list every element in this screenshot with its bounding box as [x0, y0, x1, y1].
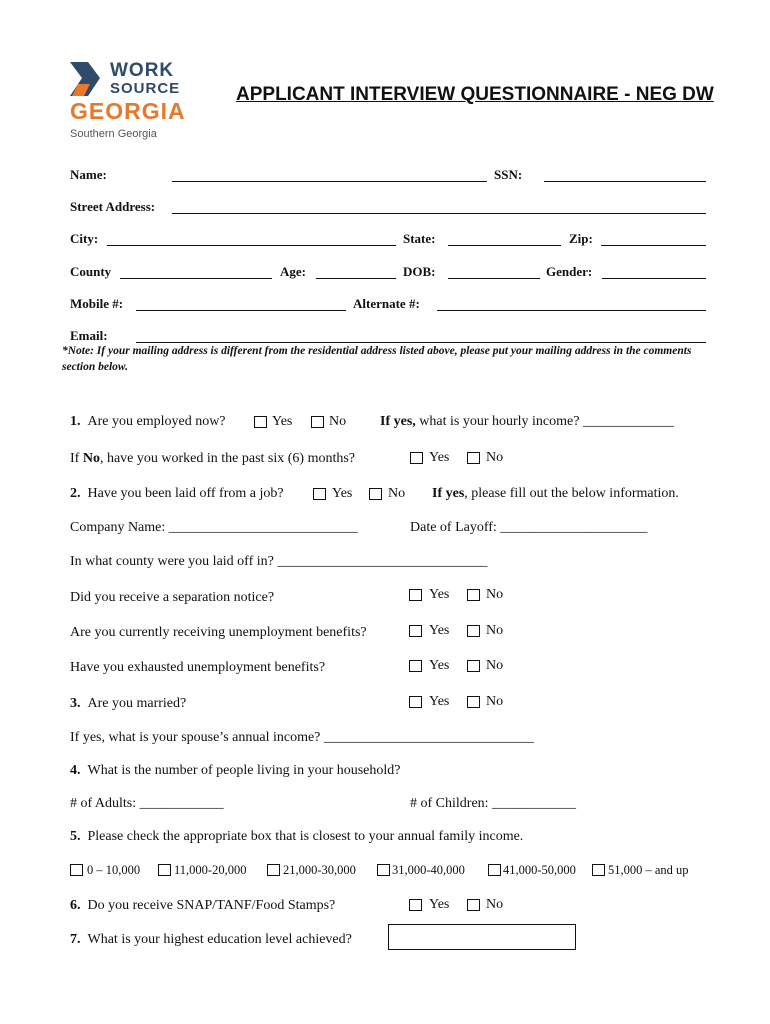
q1-if-no-rest: , have you worked in the past six (6) months?	[99, 451, 356, 466]
name-field[interactable]	[172, 181, 487, 182]
q2-no-label: No	[388, 486, 406, 501]
workforce-logo	[68, 60, 218, 146]
q4-text: What is the number of people living in your household?	[87, 763, 401, 778]
receiving-no-checkbox[interactable]	[467, 625, 480, 637]
q1-no-label: No	[329, 414, 347, 429]
separation-no-label: No	[486, 587, 504, 602]
children-field[interactable]: # of Children: ____________	[410, 796, 577, 811]
q1-question	[70, 414, 226, 430]
dob-label: DOB:	[403, 264, 436, 279]
q4-question	[70, 763, 401, 779]
q2-yes-checkbox[interactable]	[313, 488, 326, 500]
ssn-label: SSN:	[494, 167, 523, 182]
q7-number: 7.	[70, 932, 81, 947]
q1b-yes-label: Yes	[429, 450, 450, 465]
q6-no-checkbox[interactable]	[467, 899, 480, 911]
q2-text: Have you been laid off from a job?	[87, 486, 284, 501]
mailing-note: *Note: If your mailing address is different from the residential address listed above, please put your mailing address in the comments section below.	[62, 345, 692, 373]
dob-field[interactable]	[448, 278, 540, 279]
q1b-yes-checkbox[interactable]	[410, 452, 423, 464]
alternate-label: Alternate #:	[353, 296, 420, 311]
income-11-20k-label: 11,000-20,000	[174, 863, 247, 877]
income-21-30k-label: 21,000-30,000	[283, 863, 356, 877]
q6-question	[70, 898, 335, 914]
email-label: Email:	[70, 328, 108, 343]
receiving-yes-label: Yes	[429, 623, 450, 638]
separation-yes-label: Yes	[429, 587, 450, 602]
q1-if-no-bold: No	[82, 451, 100, 466]
zip-field[interactable]	[601, 245, 706, 246]
q1-hourly-income	[380, 414, 674, 430]
q3-question	[70, 696, 186, 712]
q6-no-label: No	[486, 897, 504, 912]
exhausted-yes-checkbox[interactable]	[409, 660, 422, 672]
q2-question	[70, 486, 284, 502]
q1-yes-label: Yes	[272, 414, 293, 429]
q3-text: Are you married?	[87, 696, 187, 711]
zip-label: Zip:	[569, 231, 593, 246]
state-label: State:	[403, 231, 436, 246]
separation-yes-checkbox[interactable]	[409, 589, 422, 601]
receiving-benefits-text: Are you currently receiving unemployment benefits?	[70, 625, 367, 640]
city-field[interactable]	[107, 245, 396, 246]
q7-text: What is your highest education level achieved?	[87, 932, 352, 947]
q7-question	[70, 932, 352, 948]
q1-if-yes-rest: what is your hourly income? _____________	[415, 414, 674, 429]
income-0-10k-checkbox[interactable]	[70, 864, 83, 876]
education-level-input[interactable]	[388, 924, 576, 950]
mobile-label: Mobile #:	[70, 296, 124, 311]
gender-field[interactable]	[602, 278, 706, 279]
q4-number: 4.	[70, 763, 81, 778]
income-0-10k-label: 0 – 10,000	[87, 863, 141, 877]
q2-if-yes-bold: If yes	[432, 486, 465, 501]
q3-no-checkbox[interactable]	[467, 696, 480, 708]
q1-no-checkbox[interactable]	[311, 416, 324, 428]
income-31-40k-label: 31,000-40,000	[392, 863, 465, 877]
date-of-layoff-field[interactable]: Date of Layoff: _____________________	[410, 520, 648, 535]
q1-text: Are you employed now?	[87, 414, 226, 429]
laid-off-county-field[interactable]: In what county were you laid off in? ______________________________	[70, 554, 488, 569]
q6-text: Do you receive SNAP/TANF/Food Stamps?	[87, 898, 336, 913]
mobile-field[interactable]	[136, 310, 346, 311]
income-21-30k-checkbox[interactable]	[267, 864, 280, 876]
income-11-20k-checkbox[interactable]	[158, 864, 171, 876]
county-label: County	[70, 264, 112, 279]
q3-yes-checkbox[interactable]	[409, 696, 422, 708]
q2-number: 2.	[70, 486, 81, 501]
exhausted-no-label: No	[486, 658, 504, 673]
separation-notice-text: Did you receive a separation notice?	[70, 590, 275, 605]
exhausted-benefits-text: Have you exhausted unemployment benefits?	[70, 660, 326, 675]
exhausted-no-checkbox[interactable]	[467, 660, 480, 672]
company-name-field[interactable]: Company Name: ___________________________	[70, 520, 358, 535]
exhausted-yes-label: Yes	[429, 658, 450, 673]
ssn-field[interactable]	[544, 181, 706, 182]
receiving-yes-checkbox[interactable]	[409, 625, 422, 637]
logo-source: SOURCE	[110, 80, 181, 97]
q3-no-label: No	[486, 694, 504, 709]
separation-no-checkbox[interactable]	[467, 589, 480, 601]
q3-yes-label: Yes	[429, 694, 450, 709]
receiving-no-label: No	[486, 623, 504, 638]
city-label: City:	[70, 231, 99, 246]
street-label: Street Address:	[70, 199, 156, 214]
logo-chevron-icon	[70, 62, 108, 100]
q6-yes-label: Yes	[429, 897, 450, 912]
age-label: Age:	[280, 264, 306, 279]
q1b-no-label: No	[486, 450, 504, 465]
state-field[interactable]	[448, 245, 561, 246]
income-41-50k-checkbox[interactable]	[488, 864, 501, 876]
form-title: APPLICANT INTERVIEW QUESTIONNAIRE - NEG DW	[236, 84, 714, 105]
age-field[interactable]	[316, 278, 396, 279]
logo-work: WORK	[110, 60, 175, 81]
q6-number: 6.	[70, 898, 81, 913]
adults-field[interactable]: # of Adults: ____________	[70, 796, 224, 811]
income-51k-up-label: 51,000 – and up	[608, 863, 689, 877]
q2-yes-label: Yes	[332, 486, 353, 501]
q5-question	[70, 829, 523, 845]
q1b-no-checkbox[interactable]	[467, 452, 480, 464]
q3-number: 3.	[70, 696, 81, 711]
q6-yes-checkbox[interactable]	[409, 899, 422, 911]
income-51k-up-checkbox[interactable]	[592, 864, 605, 876]
name-label: Name:	[70, 167, 107, 182]
q1-if-yes-bold: If yes,	[380, 414, 416, 429]
q1-if-no-text	[70, 451, 355, 467]
spouse-income-field[interactable]: If yes, what is your spouse’s annual income? ______________________________	[70, 730, 534, 745]
street-field[interactable]	[172, 213, 706, 214]
q1-number: 1.	[70, 414, 81, 429]
income-41-50k-label: 41,000-50,000	[503, 863, 576, 877]
q2-if-yes	[432, 486, 679, 502]
q1-yes-checkbox[interactable]	[254, 416, 267, 428]
q1-if-no-prefix: If	[70, 451, 83, 466]
q2-if-yes-rest: , please fill out the below information.	[464, 486, 679, 501]
q5-number: 5.	[70, 829, 81, 844]
q2-no-checkbox[interactable]	[369, 488, 382, 500]
logo-georgia: GEORGIA	[70, 98, 186, 124]
county-field[interactable]	[120, 278, 272, 279]
income-31-40k-checkbox[interactable]	[377, 864, 390, 876]
q5-text: Please check the appropriate box that is closest to your annual family income.	[87, 829, 524, 844]
logo-region: Southern Georgia	[70, 128, 157, 140]
gender-label: Gender:	[546, 264, 593, 279]
alternate-field[interactable]	[437, 310, 706, 311]
